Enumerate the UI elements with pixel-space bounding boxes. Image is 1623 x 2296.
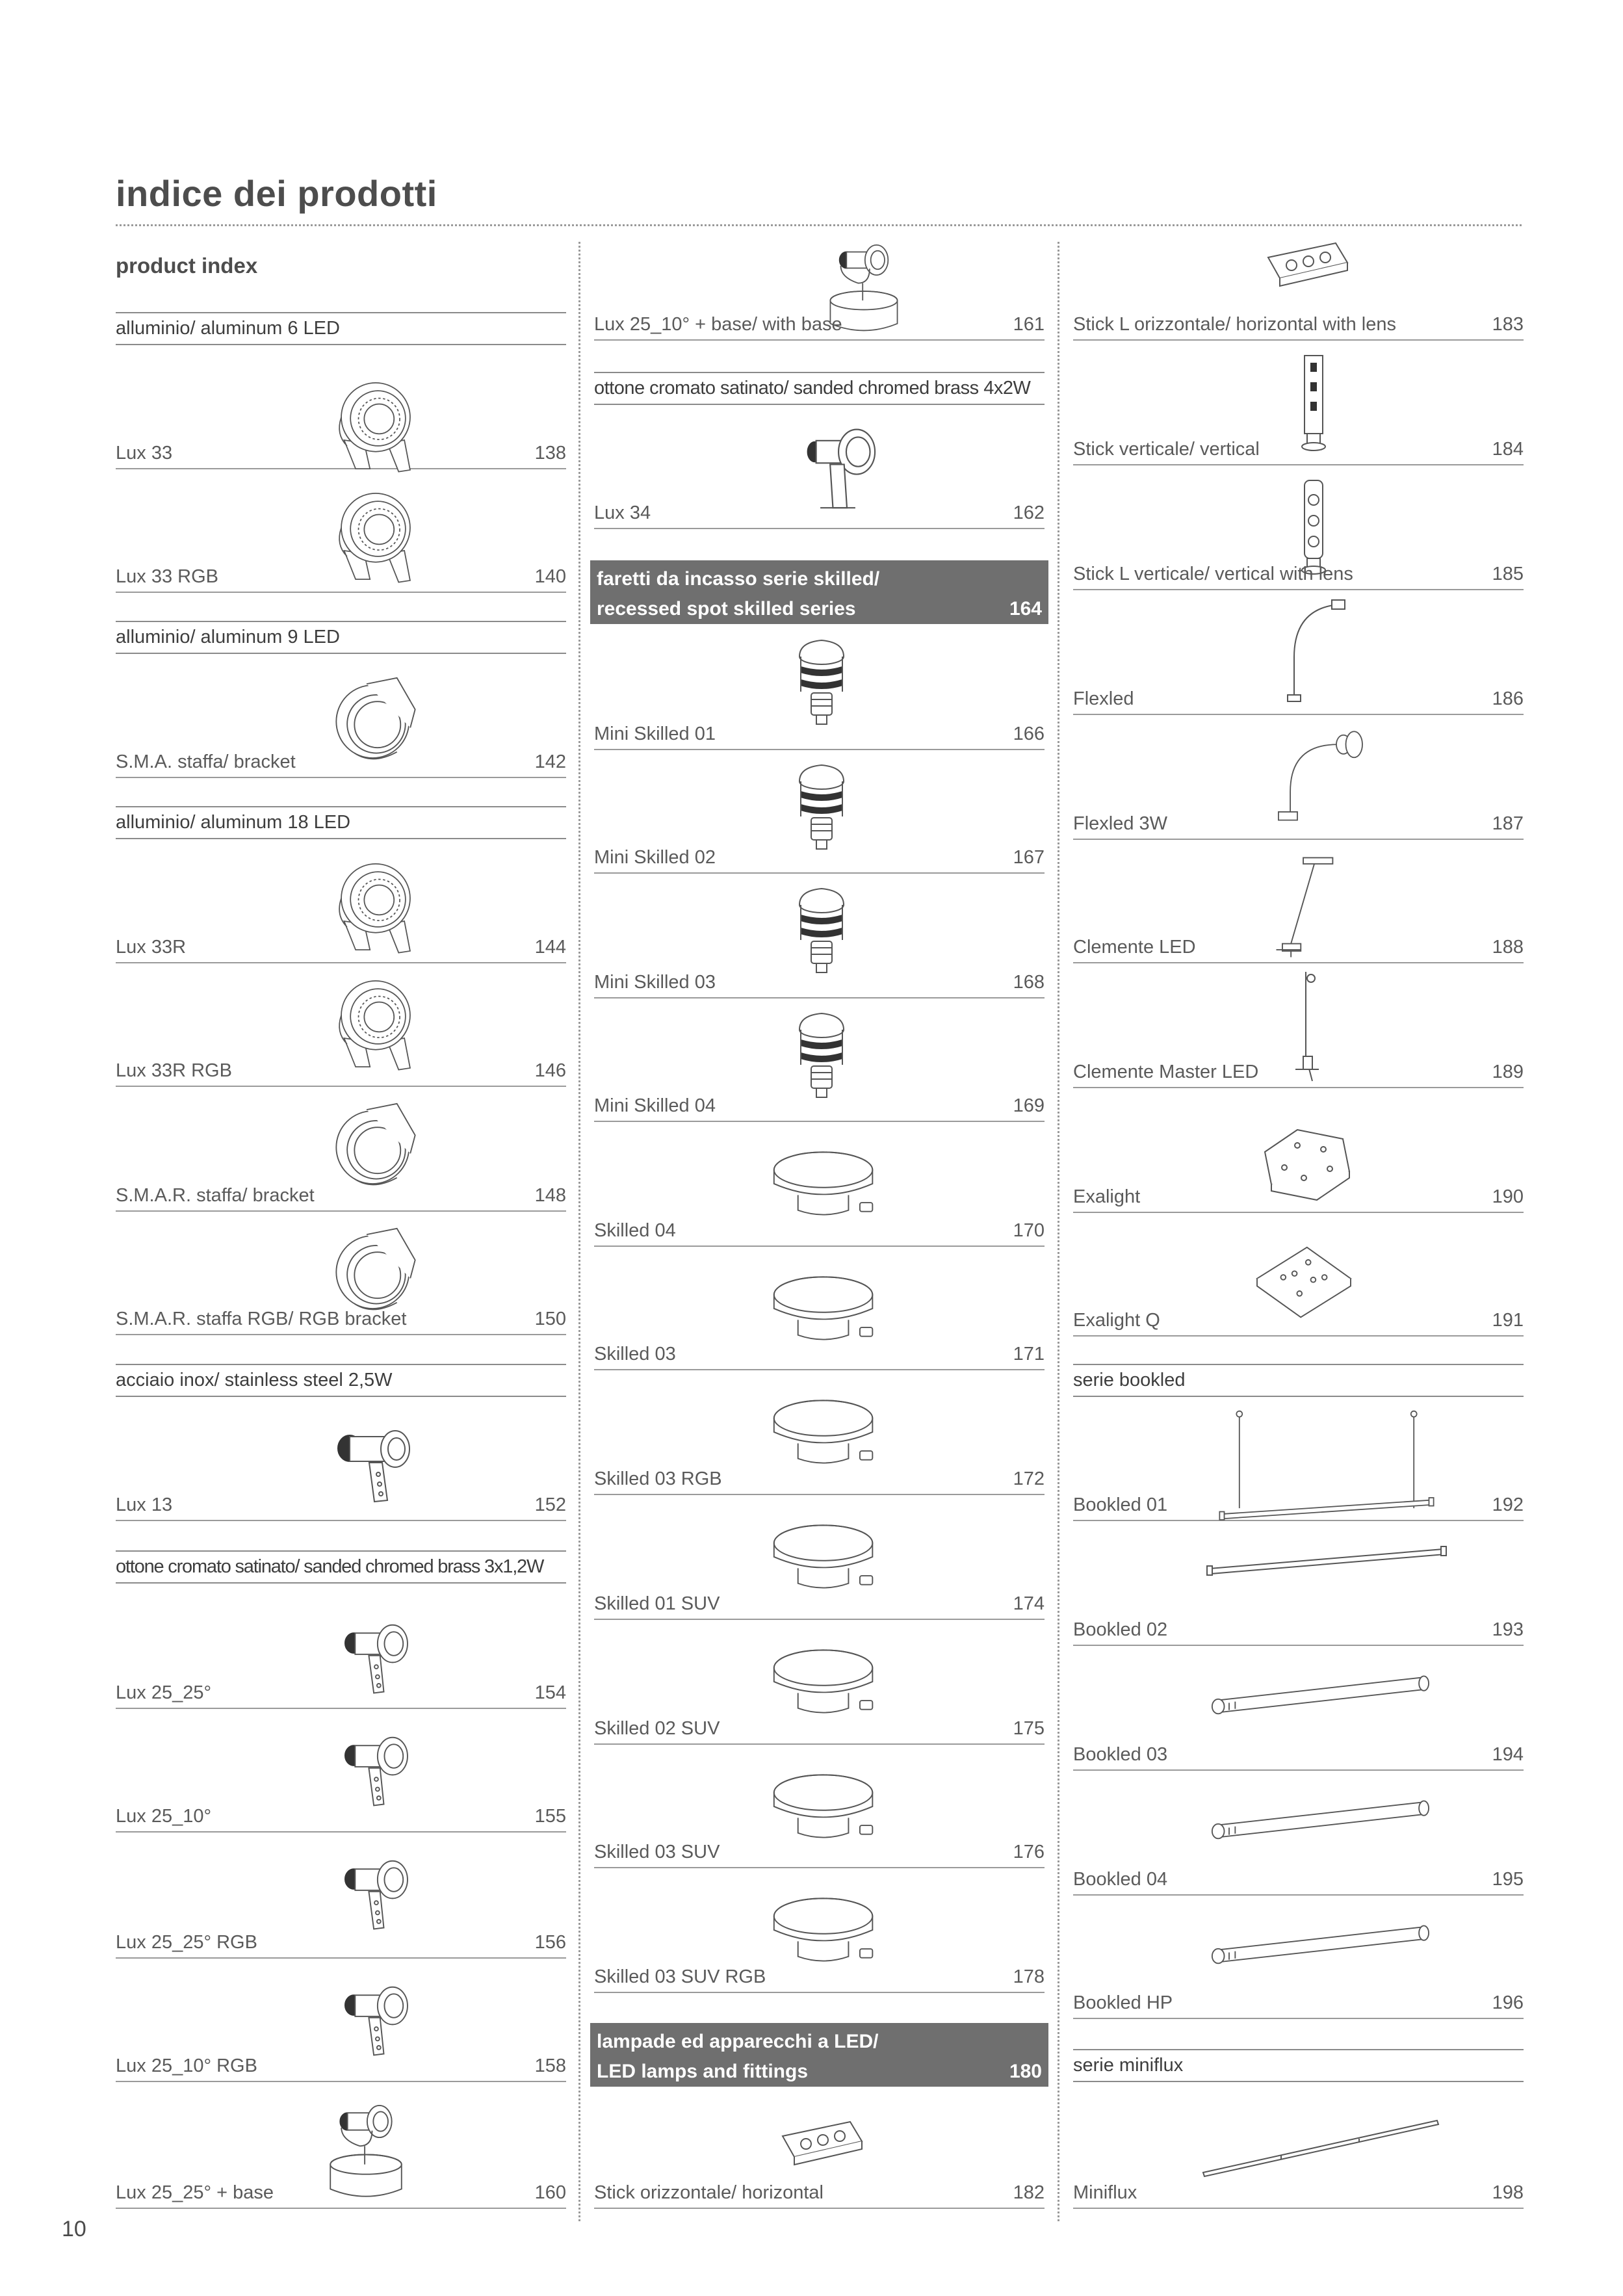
product-image (1197, 2114, 1444, 2179)
product-image (337, 1734, 415, 1812)
entry-page: 158 (534, 2055, 566, 2076)
entry-page: 162 (1013, 502, 1045, 523)
entry-page: 174 (1013, 1593, 1045, 1614)
title-divider (116, 224, 1522, 226)
entry-page: 148 (534, 1185, 566, 1206)
entry-name: Exalight Q (1073, 1310, 1160, 1331)
index-entry[interactable] (594, 1619, 1045, 1745)
banner-line-2: LED lamps and fittings (597, 2061, 809, 2082)
product-image (1203, 1795, 1437, 1841)
index-entry[interactable] (594, 228, 1045, 341)
product-image (337, 1621, 415, 1699)
product-image (330, 1099, 421, 1196)
entry-name: Bookled HP (1073, 1992, 1173, 2013)
entry-page: 150 (534, 1309, 566, 1329)
entry-page: 168 (1013, 972, 1045, 993)
product-image (311, 2094, 421, 2204)
entry-page: 146 (534, 1060, 566, 1081)
entry-name: Skilled 01 SUV (594, 1593, 720, 1614)
entry-name: Bookled 02 (1073, 1619, 1168, 1640)
entry-page: 184 (1492, 439, 1524, 460)
entry-name: Lux 25_10° (116, 1806, 212, 1827)
entry-name: Clemente LED (1073, 937, 1196, 958)
entry-name: Lux 33 RGB (116, 566, 218, 587)
entry-page: 178 (1013, 1966, 1045, 1987)
index-entry[interactable] (594, 997, 1045, 1122)
entry-name: Lux 25_10° + base/ with base (594, 314, 842, 335)
product-image (789, 762, 854, 853)
entry-page: 144 (534, 937, 566, 958)
entry-page: 154 (534, 1682, 566, 1703)
product-image (770, 1769, 880, 1841)
index-entry[interactable] (594, 749, 1045, 874)
entry-page: 186 (1492, 688, 1524, 709)
product-image (1288, 969, 1327, 1086)
entry-name: Lux 25_25° (116, 1682, 212, 1703)
index-entry[interactable] (116, 1086, 566, 1212)
product-image (1203, 1671, 1437, 1716)
index-entry[interactable] (116, 1708, 566, 1833)
index-entry[interactable] (1073, 1396, 1524, 1521)
index-entry[interactable] (1073, 228, 1524, 341)
index-entry[interactable] (116, 358, 566, 469)
index-entry[interactable] (116, 1831, 566, 1959)
index-entry[interactable] (1073, 714, 1524, 840)
page-subtitle: product index (116, 254, 258, 278)
index-entry[interactable] (1073, 1520, 1524, 1646)
entry-page: 169 (1013, 1095, 1045, 1116)
section-header: ottone cromato satinato/ sanded chromed brass 4x2W (594, 372, 1045, 405)
entry-name: S.M.A.R. staffa/ bracket (116, 1185, 315, 1206)
banner-line-2: recessed spot skilled series (597, 598, 856, 620)
index-entry[interactable] (1073, 464, 1524, 590)
entry-name: Lux 34 (594, 502, 651, 523)
product-image (330, 858, 421, 956)
page-number: 10 (62, 2217, 86, 2241)
product-image (770, 1395, 880, 1467)
product-image (330, 488, 421, 585)
product-image (770, 1520, 880, 1591)
entry-page: 161 (1013, 314, 1045, 335)
entry-name: Lux 33R RGB (116, 1060, 232, 1081)
index-entry[interactable] (1073, 589, 1524, 715)
index-entry[interactable] (116, 2081, 566, 2209)
entry-page: 142 (534, 751, 566, 772)
product-image (330, 1416, 421, 1513)
product-image (789, 1010, 854, 1101)
entry-page: 183 (1492, 314, 1524, 335)
entry-name: S.M.A. staffa/ bracket (116, 751, 296, 772)
entry-page: 140 (534, 566, 566, 587)
entry-page: 192 (1492, 1494, 1524, 1515)
entry-page: 198 (1492, 2182, 1524, 2203)
entry-page: 188 (1492, 937, 1524, 958)
index-entry[interactable] (1073, 839, 1524, 963)
entry-page: 191 (1492, 1310, 1524, 1331)
index-entry[interactable] (594, 1369, 1045, 1495)
index-entry[interactable] (1073, 962, 1524, 1088)
entry-name: Miniflux (1073, 2182, 1137, 2203)
entry-name: Mini Skilled 03 (594, 972, 716, 993)
index-entry[interactable] (1073, 1645, 1524, 1771)
page-title: indice dei prodotti (116, 173, 437, 214)
entry-name: Lux 33R (116, 937, 187, 958)
product-image (789, 885, 854, 976)
entry-page: 195 (1492, 1869, 1524, 1890)
entry-name: Skilled 02 SUV (594, 1718, 720, 1739)
index-entry[interactable] (594, 1743, 1045, 1868)
entry-page: 167 (1013, 847, 1045, 868)
index-entry[interactable] (1073, 1212, 1524, 1337)
entry-page: 166 (1013, 724, 1045, 744)
index-entry[interactable] (116, 1210, 566, 1335)
product-image (337, 1983, 415, 2061)
index-entry[interactable] (594, 2087, 1045, 2209)
product-image (770, 1147, 880, 1218)
index-entry[interactable] (594, 1494, 1045, 1620)
product-image (1294, 477, 1333, 575)
entry-page: 189 (1492, 1062, 1524, 1082)
entry-name: S.M.A.R. staffa RGB/ RGB bracket (116, 1309, 407, 1329)
entry-page: 187 (1492, 813, 1524, 834)
entry-page: 196 (1492, 1992, 1524, 2013)
entry-name: Stick L orizzontale/ horizontal with lens (1073, 314, 1396, 335)
column-divider-2 (1058, 242, 1059, 2221)
product-image (1268, 852, 1340, 962)
product-image (789, 637, 854, 728)
product-image (1294, 352, 1333, 450)
banner-line-1: lampade ed apparecchi a LED/ (597, 2031, 879, 2052)
entry-page: 185 (1492, 564, 1524, 584)
index-entry[interactable] (116, 962, 566, 1087)
product-image (776, 2119, 867, 2171)
index-entry[interactable] (594, 1121, 1045, 1247)
product-image (330, 975, 421, 1073)
index-entry[interactable] (116, 1957, 566, 2082)
index-entry[interactable] (594, 1867, 1045, 1993)
entry-name: Skilled 03 (594, 1344, 676, 1364)
entry-page: 171 (1013, 1344, 1045, 1364)
entry-name: Bookled 04 (1073, 1869, 1168, 1890)
product-image (330, 1223, 421, 1321)
index-entry[interactable] (116, 653, 566, 778)
entry-name: Lux 25_10° RGB (116, 2055, 257, 2076)
index-entry[interactable] (116, 839, 566, 963)
index-entry[interactable] (1073, 2081, 1524, 2209)
section-header: alluminio/ aluminum 18 LED (116, 806, 566, 839)
entry-name: Lux 25_25° RGB (116, 1932, 257, 1953)
product-image (337, 1857, 415, 1935)
section-header: ottone cromato satinato/ sanded chromed brass 3x1,2W (116, 1550, 566, 1584)
product-image (330, 377, 421, 475)
product-image (770, 1893, 880, 1964)
index-entry[interactable] (116, 1582, 566, 1709)
entry-name: Clemente Master LED (1073, 1062, 1259, 1082)
entry-name: Stick L verticale/ vertical with lens (1073, 564, 1353, 584)
index-entry[interactable] (594, 1246, 1045, 1370)
banner-page: 164 (1009, 598, 1042, 620)
index-entry[interactable] (1073, 1894, 1524, 2019)
index-entry[interactable] (594, 624, 1045, 750)
index-entry[interactable] (116, 1396, 566, 1521)
entry-page: 194 (1492, 1744, 1524, 1765)
index-entry[interactable] (594, 404, 1045, 529)
entry-name: Skilled 04 (594, 1220, 676, 1241)
product-image (330, 673, 421, 770)
entry-page: 175 (1013, 1718, 1045, 1739)
product-image (1268, 727, 1366, 824)
entry-name: Bookled 03 (1073, 1744, 1168, 1765)
section-banner (590, 2023, 1048, 2087)
entry-name: Mini Skilled 04 (594, 1095, 716, 1116)
product-image (1203, 1920, 1437, 1966)
entry-page: 160 (534, 2182, 566, 2203)
entry-name: Skilled 03 SUV RGB (594, 1966, 766, 1987)
entry-page: 193 (1492, 1619, 1524, 1640)
product-image (770, 1272, 880, 1343)
product-image (796, 424, 880, 515)
entry-name: Flexled (1073, 688, 1134, 709)
column-divider-1 (578, 242, 580, 2221)
entry-name: Skilled 03 RGB (594, 1468, 722, 1489)
entry-name: Lux 13 (116, 1494, 173, 1515)
entry-name: Stick verticale/ vertical (1073, 439, 1260, 460)
product-image (1203, 1539, 1450, 1578)
entry-page: 182 (1013, 2182, 1045, 2203)
section-header: alluminio/ aluminum 9 LED (116, 621, 566, 654)
product-image (770, 1645, 880, 1716)
product-image (1203, 1409, 1450, 1520)
section-header: acciaio inox/ stainless steel 2,5W (116, 1364, 566, 1397)
product-image (1262, 241, 1353, 293)
product-image (1255, 1126, 1353, 1204)
entry-page: 138 (534, 443, 566, 463)
entry-page: 152 (534, 1494, 566, 1515)
section-header: serie miniflux (1073, 2049, 1524, 2082)
banner-page: 180 (1009, 2061, 1042, 2082)
entry-name: Stick orizzontale/ horizontal (594, 2182, 824, 2203)
section-banner (590, 560, 1048, 624)
section-header: serie bookled (1073, 1364, 1524, 1397)
entry-page: 156 (534, 1932, 566, 1953)
entry-page: 155 (534, 1806, 566, 1827)
entry-name: Mini Skilled 02 (594, 847, 716, 868)
entry-name: Bookled 01 (1073, 1494, 1168, 1515)
entry-page: 190 (1492, 1186, 1524, 1207)
banner-line-1: faretti da incasso serie skilled/ (597, 568, 880, 590)
product-image (1249, 1244, 1359, 1322)
index-entry[interactable] (116, 468, 566, 593)
index-entry[interactable] (1073, 339, 1524, 465)
entry-name: Exalight (1073, 1186, 1141, 1207)
index-entry[interactable] (594, 872, 1045, 998)
index-entry[interactable] (1073, 1087, 1524, 1213)
entry-name: Flexled 3W (1073, 813, 1168, 834)
index-entry[interactable] (1073, 1769, 1524, 1896)
section-header: alluminio/ aluminum 6 LED (116, 312, 566, 345)
entry-page: 172 (1013, 1468, 1045, 1489)
entry-name: Mini Skilled 01 (594, 724, 716, 744)
entry-page: 176 (1013, 1842, 1045, 1862)
entry-name: Lux 25_25° + base (116, 2182, 274, 2203)
product-image (1281, 595, 1353, 706)
entry-name: Skilled 03 SUV (594, 1842, 720, 1862)
entry-page: 170 (1013, 1220, 1045, 1241)
entry-name: Lux 33 (116, 443, 173, 463)
